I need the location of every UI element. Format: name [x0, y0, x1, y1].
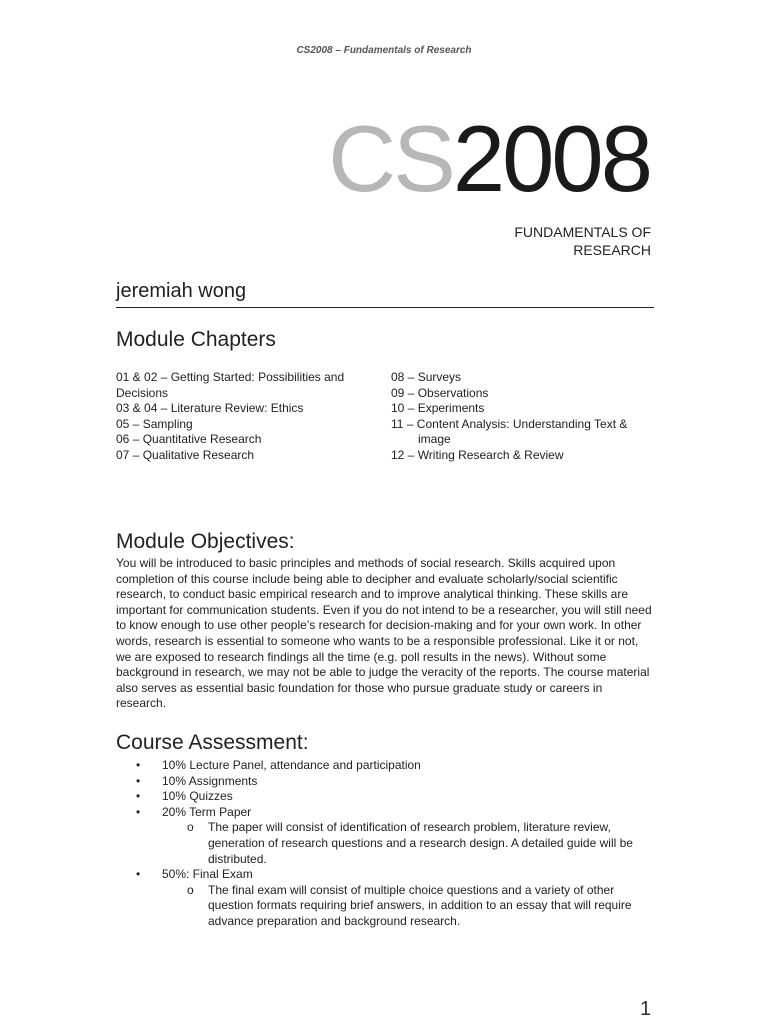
- course-code-number: 2008: [452, 106, 650, 211]
- chapter-item: 07 – Qualitative Research: [116, 447, 255, 462]
- chapter-item: 03 & 04 – Literature Review: Ethics: [116, 401, 304, 416]
- course-code-prefix: CS: [328, 106, 453, 211]
- assessment-item: [116, 758, 656, 774]
- sub-bullet-icon: o: [187, 820, 194, 835]
- running-header: CS2008 – Fundamentals of Research: [296, 45, 472, 56]
- assessment-item: [116, 774, 656, 790]
- bullet-icon: •: [136, 758, 141, 772]
- subtitle-line-1: FUNDAMENTALS OF: [514, 224, 651, 240]
- chapter-item: 10 – Experiments: [391, 401, 485, 416]
- chapters-left-column: [116, 370, 391, 464]
- assessment-item-text: 20% Term Paper: [162, 804, 252, 819]
- bullet-icon: •: [136, 789, 141, 804]
- chapter-item: 06 – Quantitative Research: [116, 432, 262, 447]
- chapters-list: [116, 370, 656, 464]
- assessment-sub-item: [116, 883, 656, 930]
- chapters-heading: Module Chapters: [116, 328, 276, 351]
- course-subtitle: [431, 223, 651, 259]
- objectives-paragraph: You will be introduced to basic principles and methods of social research. Skills acquired upon completion of this course include being able to decipher and evaluate scholarly/social scientific research, to conduct basic empirical research and to improve analytical thinking. These skills are important for communication students. Even if you do not intend to be a researcher, you will still need to know enough to use other people’s research for decision-making and for your own work. In other words, research is essential to someone who wants to be a responsible professional. Like it or not, we are exposed to research findings all the time (e.g. poll results in the news). Without some background in research, we may not be able to judge the veracity of the reports. The course material also serves as essential basic foundation for those who pursue graduate study or careers in research.: [116, 556, 652, 711]
- chapter-item: 11 – Content Analysis: Understanding Text & image: [391, 416, 628, 447]
- assessment-sub-item: [116, 820, 656, 867]
- assessment-sub-text: The final exam will consist of multiple choice questions and a variety of other question formats requiring brief answers, in addition to an essay that will require advance preparation and background research.: [208, 882, 632, 928]
- assessment-item-text: 10% Lecture Panel, attendance and participation: [162, 758, 421, 772]
- assessment-item-text: 10% Quizzes: [162, 789, 233, 804]
- assessment-sub-text: The paper will consist of identification of research problem, literature review, generation of research questions and a research design. A detailed guide will be distributed.: [208, 820, 633, 866]
- chapter-item: 09 – Observations: [391, 385, 489, 400]
- chapter-item: 05 – Sampling: [116, 416, 193, 431]
- assessment-item: [116, 805, 656, 821]
- objectives-heading: Module Objectives:: [116, 530, 295, 553]
- subtitle-line-2: RESEARCH: [573, 242, 651, 258]
- page-number: 1: [640, 998, 652, 1020]
- bullet-icon: •: [136, 773, 141, 788]
- sub-bullet-icon: o: [187, 882, 194, 897]
- chapters-right-column: [391, 370, 656, 464]
- assessment-item-text: 10% Assignments: [162, 773, 258, 788]
- assessment-item: [116, 867, 656, 883]
- author-name: jeremiah wong: [116, 280, 654, 308]
- assessment-item: [116, 789, 656, 805]
- bullet-icon: •: [136, 804, 141, 819]
- chapter-item: 12 – Writing Research & Review: [391, 447, 564, 462]
- assessment-list: [116, 758, 656, 930]
- bullet-icon: •: [136, 867, 141, 882]
- assessment-item-text: 50%: Final Exam: [162, 867, 253, 882]
- assessment-heading: Course Assessment:: [116, 731, 309, 754]
- course-code-title: [328, 106, 650, 211]
- chapter-item: 08 – Surveys: [391, 370, 462, 384]
- chapter-item: 01 & 02 – Getting Started: Possibilities and Decisions: [116, 370, 345, 400]
